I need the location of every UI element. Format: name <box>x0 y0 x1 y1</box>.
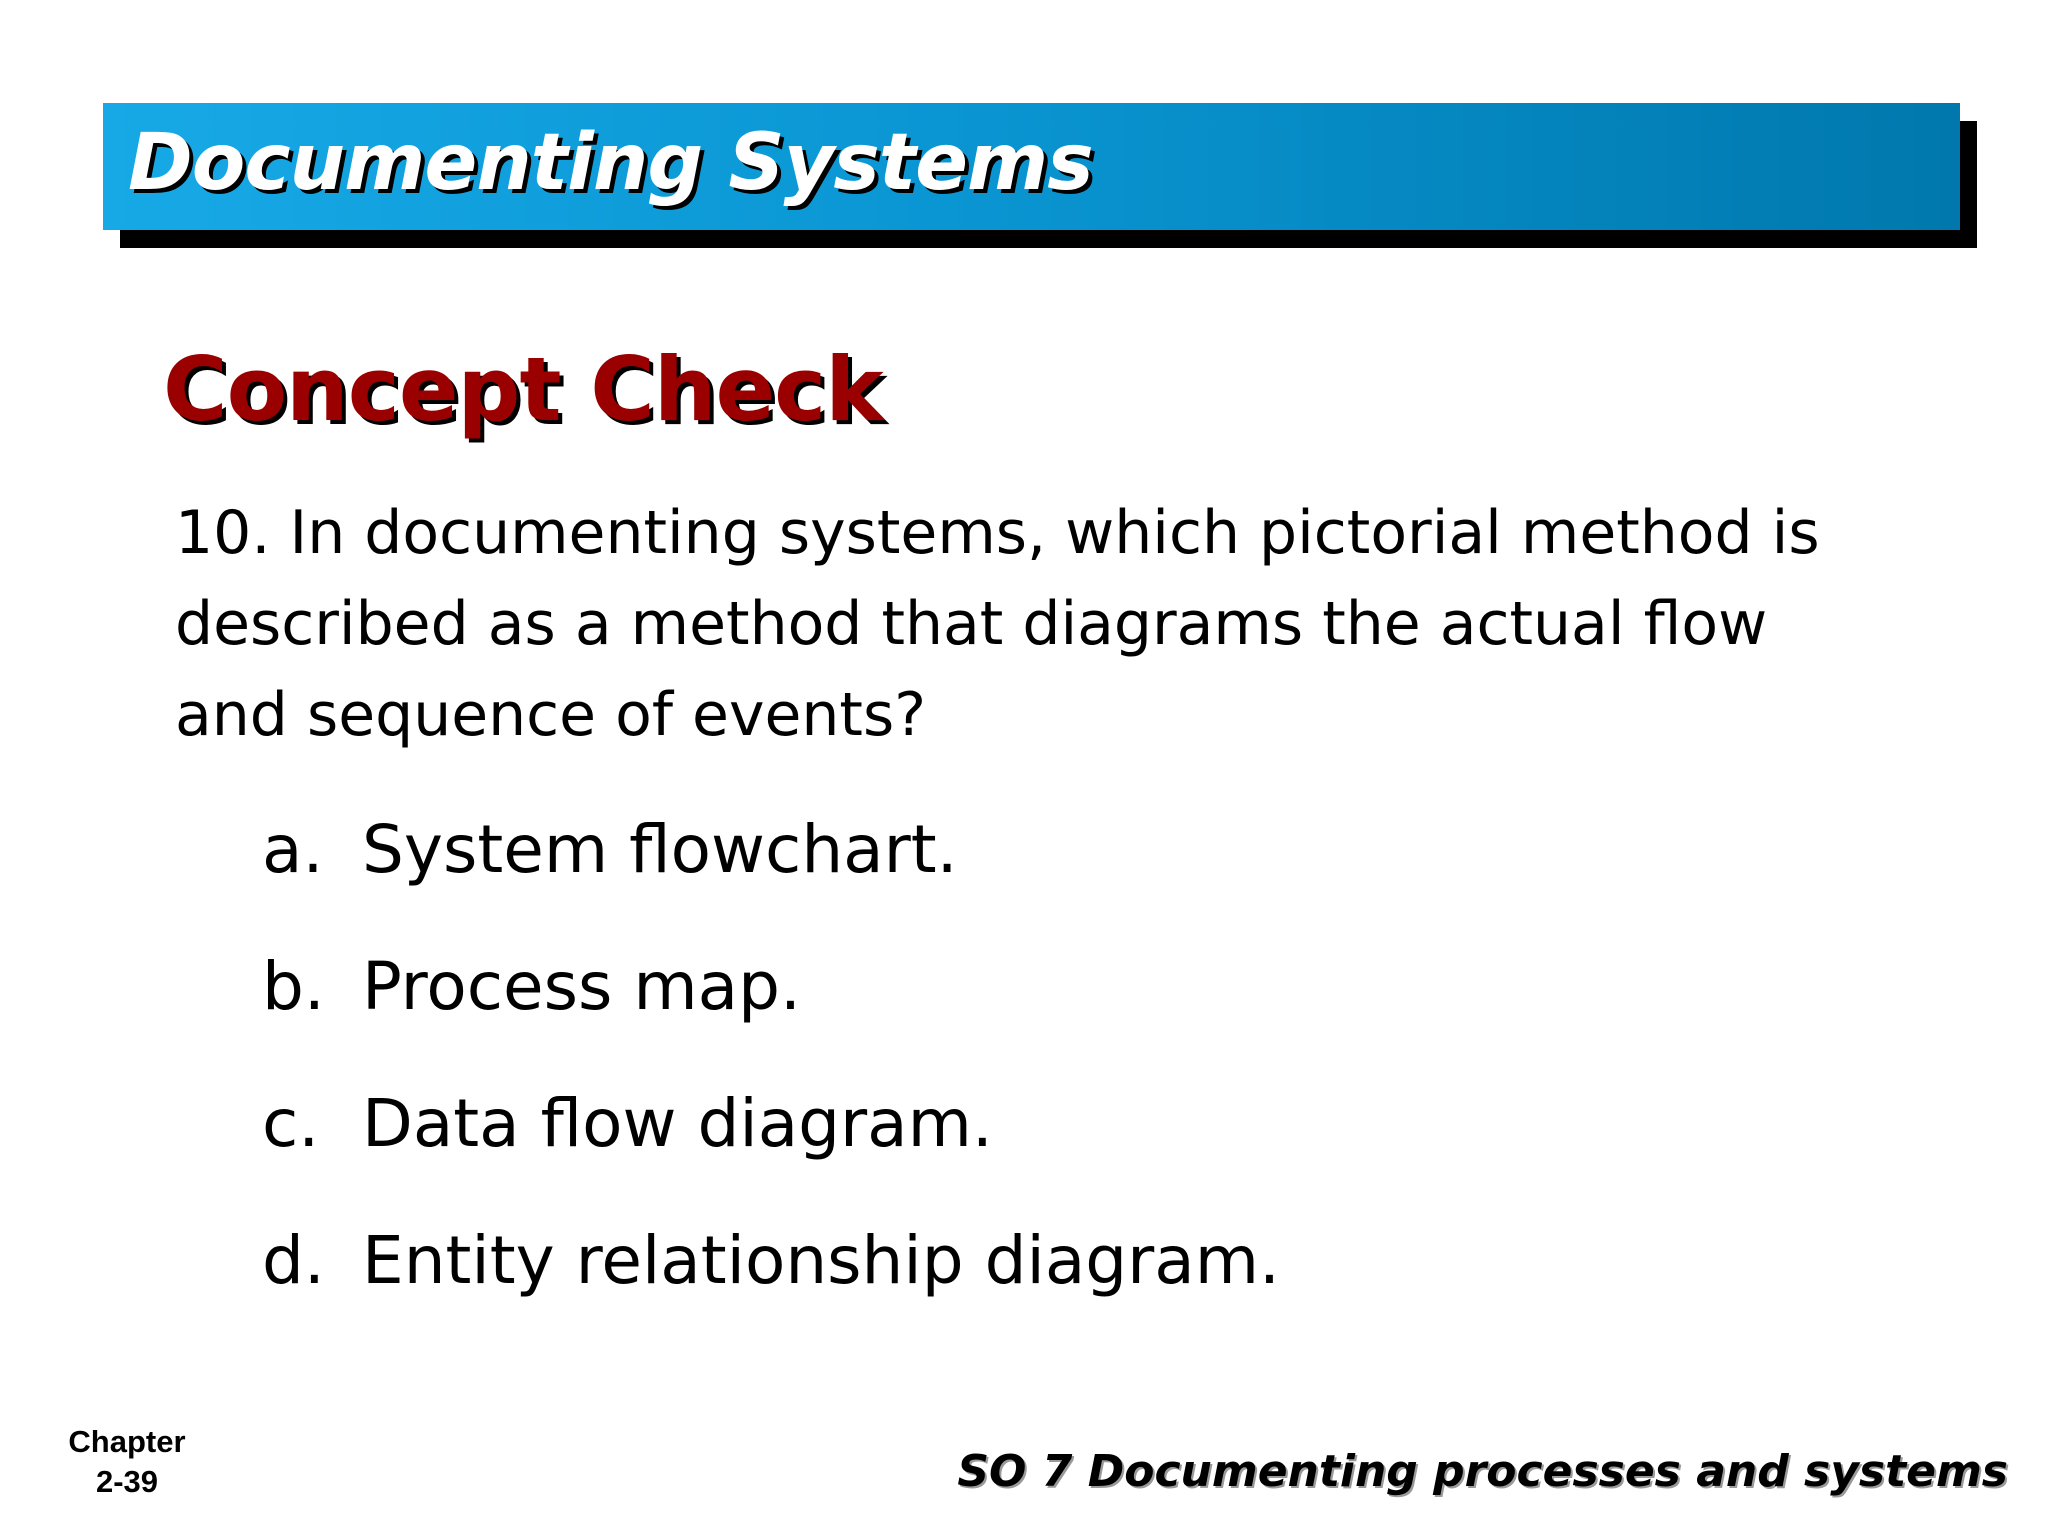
section-heading: Concept Check <box>163 338 883 441</box>
option-text: Data flow diagram. <box>362 1085 993 1162</box>
answer-options <box>262 800 1280 1348</box>
option-d <box>262 1211 1280 1348</box>
option-text: Entity relationship diagram. <box>362 1222 1281 1299</box>
option-text: System flowchart. <box>362 811 958 888</box>
option-letter: a. <box>262 811 324 888</box>
question-text: 10. In documenting systems, which pictorial method is described as a method that diagrams the actual flow and sequence of events? <box>175 498 1820 750</box>
option-letter: c. <box>262 1085 320 1162</box>
chapter-label: Chapter <box>68 1424 186 1459</box>
slide-title: Documenting Systems <box>128 118 1093 208</box>
option-letter: d. <box>262 1222 325 1299</box>
study-objective: SO 7 Documenting processes and systems <box>957 1446 2008 1497</box>
chapter-indicator <box>62 1422 192 1502</box>
option-letter: b. <box>262 948 325 1025</box>
option-c <box>262 1074 1280 1211</box>
chapter-number: 2-39 <box>95 1464 159 1499</box>
option-text: Process map. <box>362 948 801 1025</box>
option-b <box>262 937 1280 1074</box>
option-a <box>262 800 1280 937</box>
